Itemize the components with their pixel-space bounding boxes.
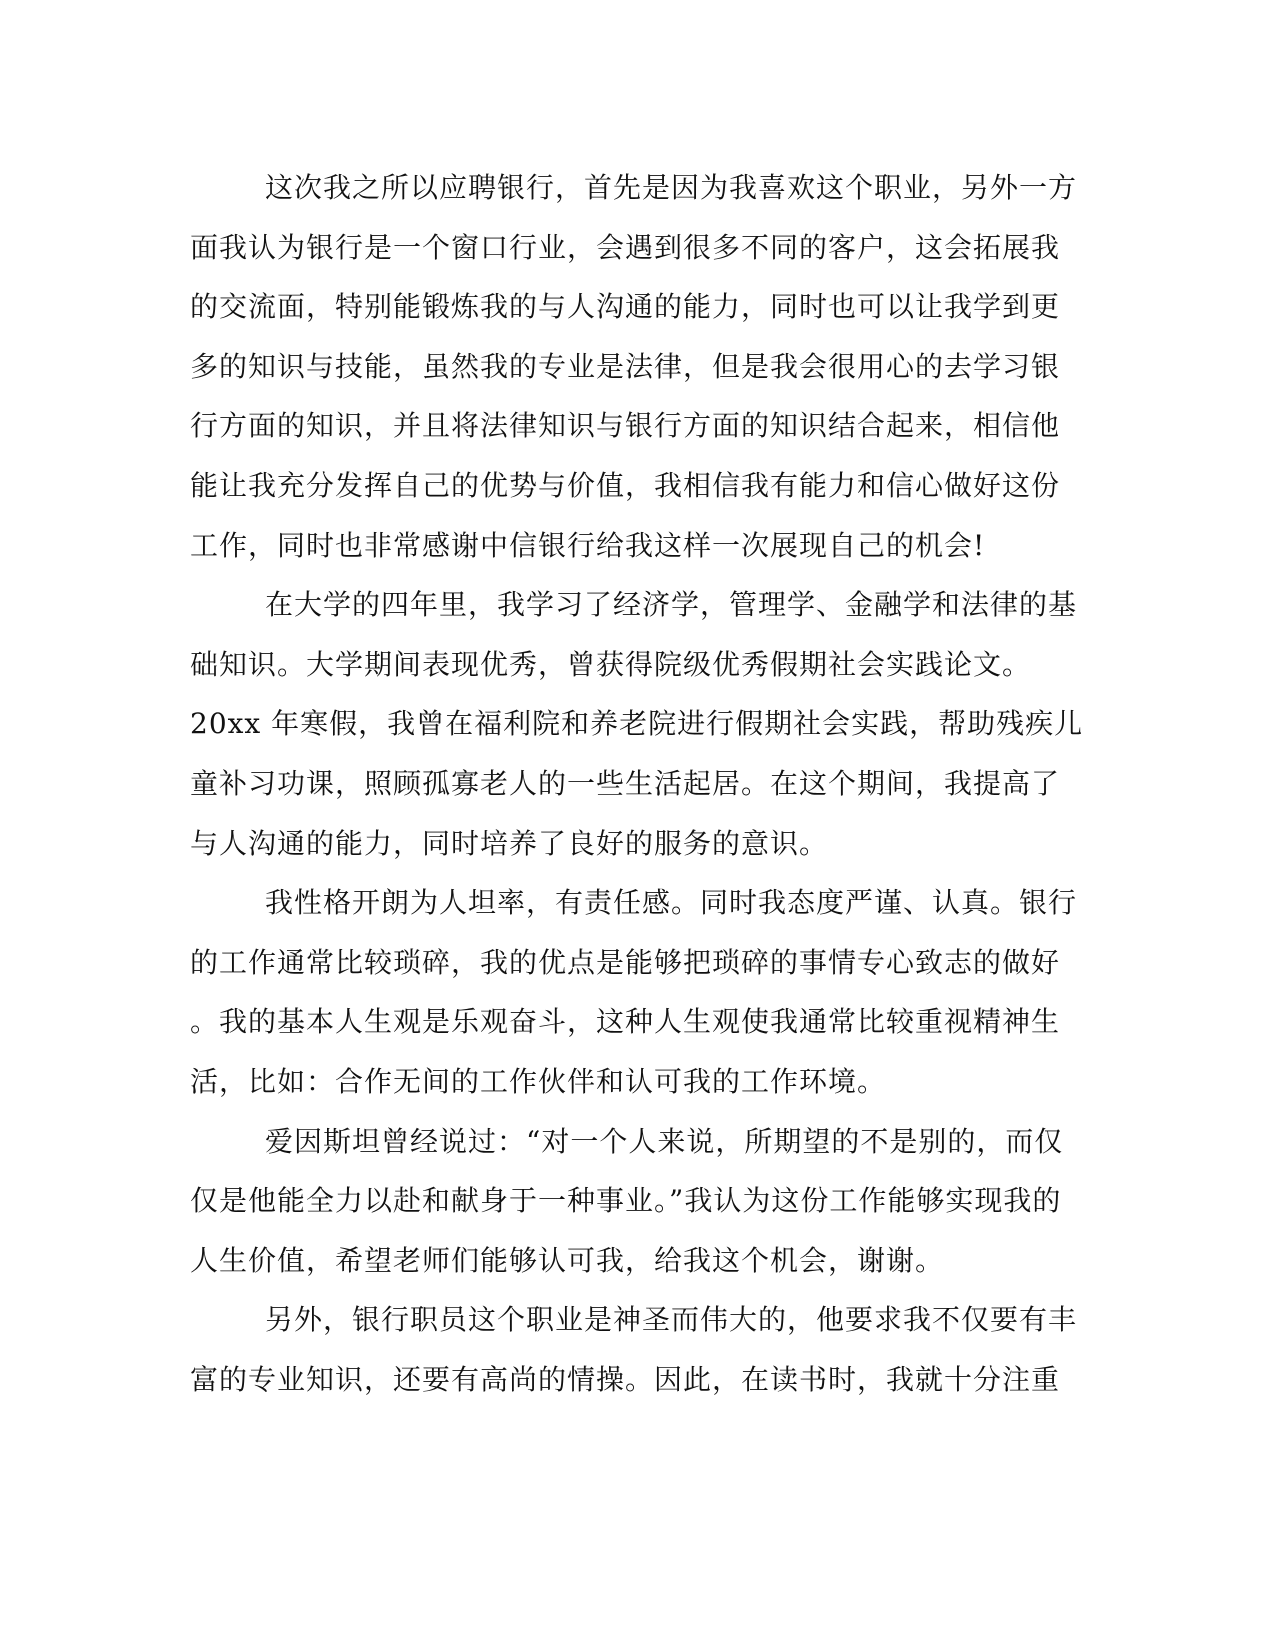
paragraph-2-line-1: 在大学的四年里，我学习了经济学，管理学、金融学和法律的基 (265, 588, 1078, 622)
paragraph-4-line-2: 仅是他能全力以赴和献身于一种事业。”我认为这份工作能够实现我的 (190, 1184, 1062, 1218)
paragraph-1-line-4: 多的知识与技能，虽然我的专业是法律，但是我会很用心的去学习银 (190, 349, 1061, 383)
paragraph-1-line-6: 能让我充分发挥自己的优势与价值，我相信我有能力和信心做好这份 (190, 468, 1061, 502)
paragraph-3-line-4: 活，比如：合作无间的工作伙伴和认可我的工作环境。 (190, 1064, 887, 1098)
paragraph-5-line-2: 富的专业知识，还要有高尚的情操。因此，在读书时，我就十分注重 (190, 1362, 1061, 1396)
paragraph-2-line-3: 20xx 年寒假，我曾在福利院和养老院进行假期社会实践，帮助残疾儿 (190, 707, 1084, 741)
paragraph-1-line-2: 面我认为银行是一个窗口行业，会遇到很多不同的客户，这会拓展我 (190, 230, 1061, 264)
paragraph-1-line-3: 的交流面，特别能锻炼我的与人沟通的能力，同时也可以让我学到更 (190, 290, 1061, 324)
paragraph-3-line-1: 我性格开朗为人坦率，有责任感。同时我态度严谨、认真。银行 (265, 886, 1078, 920)
paragraph-2-line-4: 童补习功课，照顾孤寡老人的一些生活起居。在这个期间，我提高了 (190, 766, 1061, 800)
paragraph-2-line-5: 与人沟通的能力，同时培养了良好的服务的意识。 (190, 826, 829, 860)
document-body (190, 158, 1084, 1409)
paragraph-4-line-1: 爱因斯坦曾经说过：“对一个人来说，所期望的不是别的，而仅 (265, 1124, 1064, 1158)
paragraph-1-line-1: 这次我之所以应聘银行，首先是因为我喜欢这个职业，另外一方 (265, 171, 1078, 204)
paragraph-3-line-3: 。我的基本人生观是乐观奋斗，这种人生观使我通常比较重视精神生 (190, 1005, 1061, 1039)
paragraph-5-line-1: 另外，银行职员这个职业是神圣而伟大的，他要求我不仅要有丰 (265, 1303, 1078, 1337)
paragraph-1-line-7: 工作，同时也非常感谢中信银行给我这样一次展现自己的机会! (190, 528, 986, 562)
paragraph-1-line-5: 行方面的知识，并且将法律知识与银行方面的知识结合起来，相信他 (190, 409, 1061, 443)
paragraph-2-line-2: 础知识。大学期间表现优秀，曾获得院级优秀假期社会实践论文。 (190, 647, 1032, 681)
paragraph-3-line-2: 的工作通常比较琐碎，我的优点是能够把琐碎的事情专心致志的做好 (190, 945, 1061, 979)
paragraph-4-line-3: 人生价值，希望老师们能够认可我，给我这个机会，谢谢。 (190, 1243, 945, 1277)
